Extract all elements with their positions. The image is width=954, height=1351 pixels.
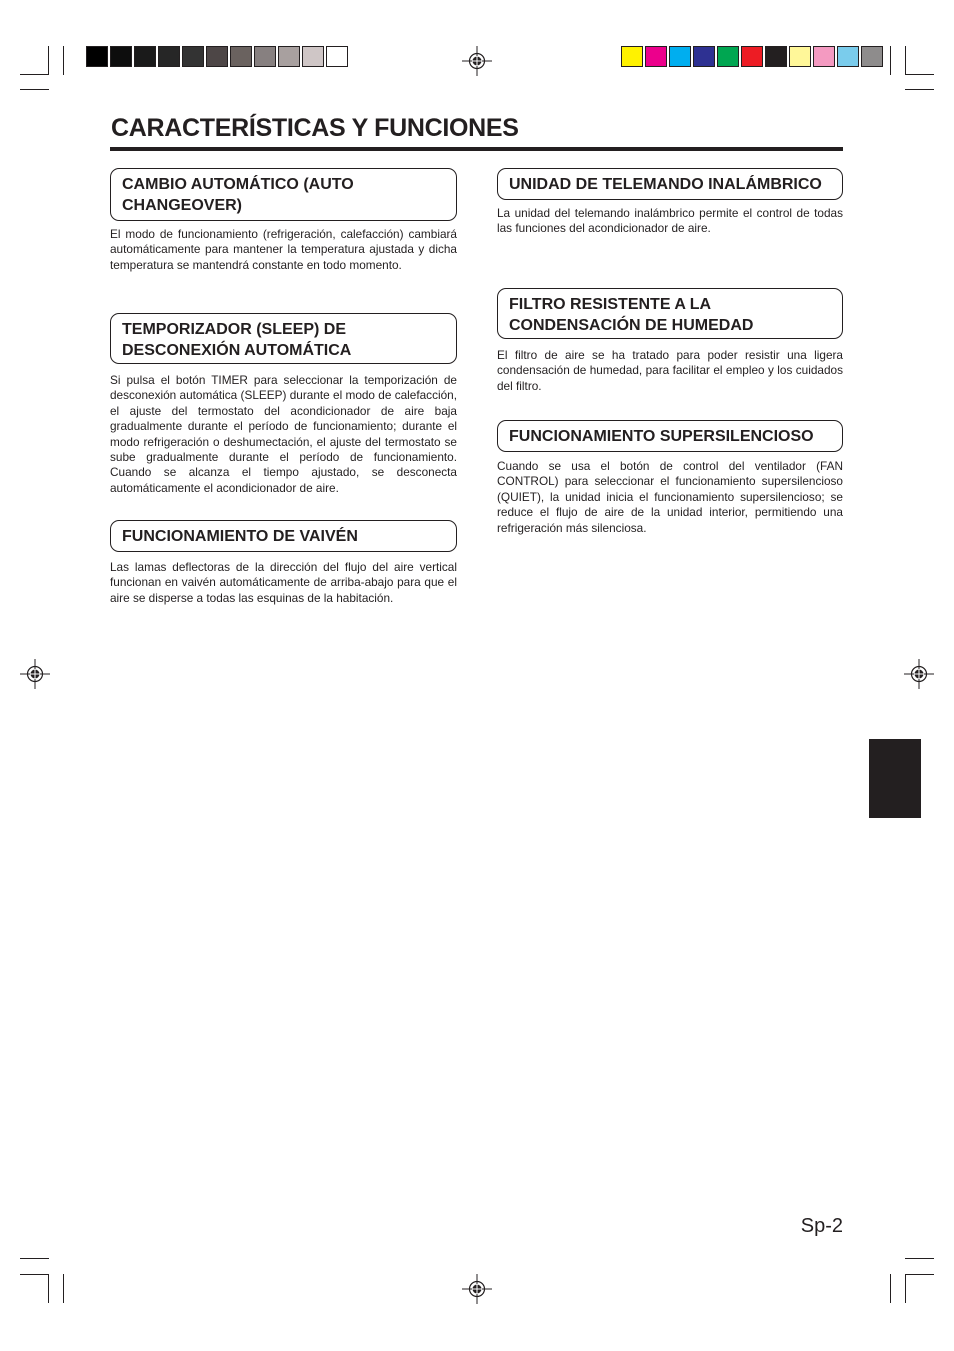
grayscale-calibration-bar bbox=[86, 46, 350, 67]
crop-mark bbox=[905, 89, 934, 90]
color-swatch bbox=[182, 46, 204, 67]
color-swatch bbox=[645, 46, 667, 67]
crop-mark bbox=[905, 74, 934, 75]
color-swatch bbox=[765, 46, 787, 67]
color-swatch bbox=[302, 46, 324, 67]
color-swatch bbox=[789, 46, 811, 67]
crop-mark bbox=[20, 89, 49, 90]
section-heading-filter bbox=[497, 288, 843, 339]
section-body-wireless-remote: La unidad del telemando inalámbrico permite el control de todas las funciones del acondicionador de aire. bbox=[497, 206, 843, 236]
color-swatch bbox=[158, 46, 180, 67]
page-number: Sp-2 bbox=[800, 1215, 843, 1237]
section-heading-text: TEMPORIZADOR (SLEEP) DE DESCONEXIÓN AUTOMÁTICA bbox=[122, 321, 352, 359]
crop-mark bbox=[890, 46, 891, 75]
title-rule bbox=[110, 147, 843, 151]
color-calibration-bar bbox=[621, 46, 885, 67]
crop-mark bbox=[905, 1274, 934, 1275]
language-index-tab bbox=[869, 739, 921, 818]
color-swatch bbox=[837, 46, 859, 67]
color-swatch bbox=[206, 46, 228, 67]
crosshair-target-icon bbox=[462, 46, 492, 76]
section-body-auto-changeover: El modo de funcionamiento (refrigeración, calefacción) cambiará automáticamente para mantener la temperatura ajustada y dicha temperatura se mantendrá constante en todo momento. bbox=[110, 227, 457, 272]
crop-mark bbox=[63, 46, 64, 75]
section-body-sleep-timer: Si pulsa el botón TIMER para seleccionar la temporización de desconexión automática (SLEEP) durante el modo de calefacción, el ajuste del termostato del acondicionador de aire baja gradualmente durante el período de funcionamiento; durante el modo refrigeración o deshumectación, el ajuste del termostato se sube gradualmente durante el período de funcionamiento. Cuando se alcanza el tiempo ajustado, se desconecta automáticamente el acondicionador de aire. bbox=[110, 373, 457, 495]
color-swatch bbox=[326, 46, 348, 67]
crosshair-target-icon bbox=[904, 659, 934, 689]
color-swatch bbox=[134, 46, 156, 67]
section-heading-quiet bbox=[497, 420, 843, 452]
color-swatch bbox=[230, 46, 252, 67]
crop-mark bbox=[890, 1274, 891, 1303]
crop-mark bbox=[905, 1274, 906, 1303]
section-heading-text: FILTRO RESISTENTE A LA CONDENSACIÓN DE HUMEDAD bbox=[509, 296, 754, 334]
color-swatch bbox=[621, 46, 643, 67]
crop-mark bbox=[20, 1274, 49, 1275]
color-swatch bbox=[86, 46, 108, 67]
section-body-quiet: Cuando se usa el botón de control del ventilador (FAN CONTROL) para seleccionar el funcionamiento supersilencioso (QUIET), la unidad inicia el funcionamiento supersilencioso; se reduce el flujo de aire de la unidad interior, permitiendo una refrigeración más silenciosa. bbox=[497, 459, 843, 535]
section-body-swing: Las lamas deflectoras de la dirección del flujo del aire vertical funcionan en vaivén automáticamente de arriba-abajo para que el aire se disperse a todas las esquinas de la habitación. bbox=[110, 560, 457, 605]
crosshair-target-icon bbox=[20, 659, 50, 689]
page-title: CARACTERÍSTICAS Y FUNCIONES bbox=[111, 114, 519, 142]
crop-mark bbox=[48, 46, 49, 75]
color-swatch bbox=[669, 46, 691, 67]
crop-mark bbox=[905, 46, 906, 75]
section-heading-text: FUNCIONAMIENTO SUPERSILENCIOSO bbox=[509, 428, 814, 445]
color-swatch bbox=[813, 46, 835, 67]
section-heading-text: FUNCIONAMIENTO DE VAIVÉN bbox=[122, 528, 358, 545]
color-swatch bbox=[278, 46, 300, 67]
section-heading-auto-changeover bbox=[110, 168, 457, 221]
section-heading-text: CAMBIO AUTOMÁTICO (AUTO CHANGEOVER) bbox=[122, 176, 354, 214]
section-heading-wireless-remote bbox=[497, 168, 843, 200]
color-swatch bbox=[254, 46, 276, 67]
color-swatch bbox=[717, 46, 739, 67]
crop-mark bbox=[20, 74, 49, 75]
crop-mark bbox=[48, 1274, 49, 1303]
color-swatch bbox=[741, 46, 763, 67]
crop-mark bbox=[20, 1258, 49, 1259]
section-heading-text: UNIDAD DE TELEMANDO INALÁMBRICO bbox=[509, 176, 822, 193]
color-swatch bbox=[110, 46, 132, 67]
section-heading-sleep-timer bbox=[110, 313, 457, 364]
crosshair-target-icon bbox=[462, 1274, 492, 1304]
section-body-filter: El filtro de aire se ha tratado para poder resistir una ligera condensación de humedad, para facilitar el empleo y los cuidados del filtro. bbox=[497, 348, 843, 393]
color-swatch bbox=[861, 46, 883, 67]
crop-mark bbox=[905, 1258, 934, 1259]
section-heading-swing bbox=[110, 520, 457, 552]
color-swatch bbox=[693, 46, 715, 67]
crop-mark bbox=[63, 1274, 64, 1303]
